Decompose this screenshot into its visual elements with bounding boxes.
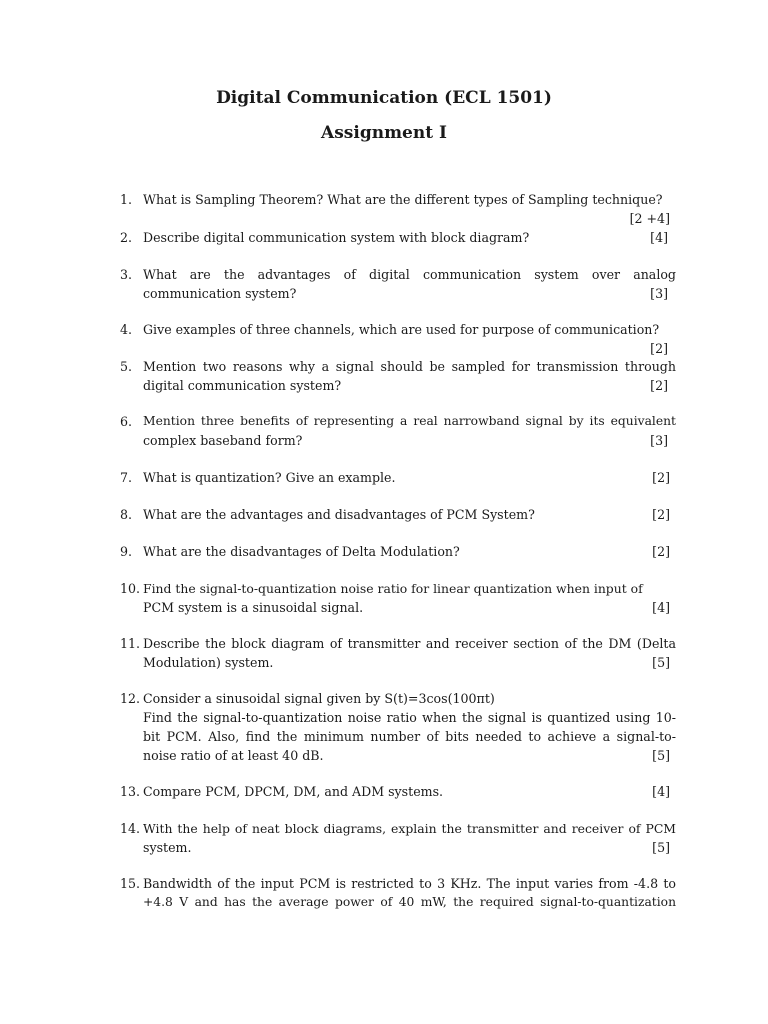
question-text: bit PCM. Also, find the minimum number of bits needed to achieve a signal-to- [143,729,676,744]
question-number: 13. [120,784,141,799]
question-text: Find the signal-to-quantization noise ratio when the signal is quantized using 10- [143,710,676,725]
question-number: 7. [120,470,133,485]
question-text [143,376,676,395]
question-text [143,505,676,524]
question-item [120,542,676,561]
question-marks: [3] [650,433,668,448]
question-marks: [2] [652,507,670,522]
question-item [120,265,676,303]
question-item [120,320,676,358]
question-text-line: What are the disadvantages of Delta Modulation? [143,544,460,559]
question-item [120,357,676,395]
question-item [120,689,676,765]
question-text: Find the signal-to-quantization noise ratio for linear quantization when input of [143,581,643,596]
question-number: 8. [120,507,133,522]
question-marks: [2] [650,378,668,393]
question-text-line: noise ratio of at least 40 dB. [143,748,324,763]
question-number: 15. [120,876,141,891]
question-text-line: What is quantization? Give an example. [143,470,396,485]
question-marks: [4] [650,230,668,245]
question-text: Describe digital communication system with block diagram? [143,230,530,245]
question-text: Describe the block diagram of transmitter and receiver section of the DM (Delta [143,636,676,651]
question-marks: [4] [652,784,670,799]
question-marks: [2] [652,544,670,559]
question-text [143,284,676,303]
question-marks: [5] [652,840,670,855]
question-number: 5. [120,359,133,374]
question-item [120,579,676,617]
question-text-line: communication system? [143,286,297,301]
question-number: 3. [120,267,133,282]
question-item [120,782,676,801]
question-marks: [2 +4] [629,211,670,226]
question-text: What are the advantages of digital communication system over analog [143,267,676,282]
question-item [120,634,676,672]
question-text: Consider a sinusoidal signal given by S(t)=3cos(100πt) [143,691,495,706]
question-marks: [2] [652,470,670,485]
question-text-line: What are the advantages and disadvantages of PCM System? [143,507,535,522]
question-number: 2. [120,230,133,245]
question-marks: [2] [650,341,668,356]
question-text: +4.8 V and has the average power of 40 mW, the required signal-to-quantization [143,895,676,909]
question-item [120,819,676,857]
question-item [120,190,676,228]
question-number: 12. [120,691,141,706]
question-number: 4. [120,322,133,337]
question-text-line: system. [143,840,192,855]
question-text: Mention two reasons why a signal should be sampled for transmission through [143,359,676,374]
question-text: What is Sampling Theorem? What are the different types of Sampling technique? [143,192,663,207]
question-number: 1. [120,192,133,207]
question-number: 14. [120,821,141,836]
question-number: 11. [120,636,141,651]
question-item [120,468,676,487]
question-text [143,782,676,801]
question-text [143,431,676,450]
question-marks: [5] [652,655,670,670]
assignment-title: Assignment I [321,123,447,143]
question-text [143,746,676,765]
question-text-line: complex baseband form? [143,433,303,448]
question-text [143,653,676,672]
question-text: With the help of neat block diagrams, explain the transmitter and receiver of PCM [143,821,676,836]
question-item [120,412,676,450]
question-text [143,838,676,857]
question-text [143,542,676,561]
question-item [120,505,676,524]
question-text: Bandwidth of the input PCM is restricted to 3 KHz. The input varies from -4.8 to [143,876,676,891]
question-text [143,598,676,617]
question-text: Give examples of three channels, which are used for purpose of communication? [143,322,660,337]
question-text-line: Modulation) system. [143,655,274,670]
question-text: Mention three benefits of representing a real narrowband signal by its equivalent [143,414,676,428]
question-number: 6. [120,414,133,429]
question-number: 10. [120,581,141,596]
question-marks: [5] [652,748,670,763]
question-text-line: Compare PCM, DPCM, DM, and ADM systems. [143,784,444,799]
question-item [120,874,676,912]
question-text-line: PCM system is a sinusoidal signal. [143,600,364,615]
question-marks: [4] [652,600,670,615]
question-text-line: digital communication system? [143,378,342,393]
question-item [120,228,676,247]
question-number: 9. [120,544,133,559]
question-marks: [3] [650,286,668,301]
course-title: Digital Communication (ECL 1501) [216,88,552,108]
question-text [143,468,676,487]
